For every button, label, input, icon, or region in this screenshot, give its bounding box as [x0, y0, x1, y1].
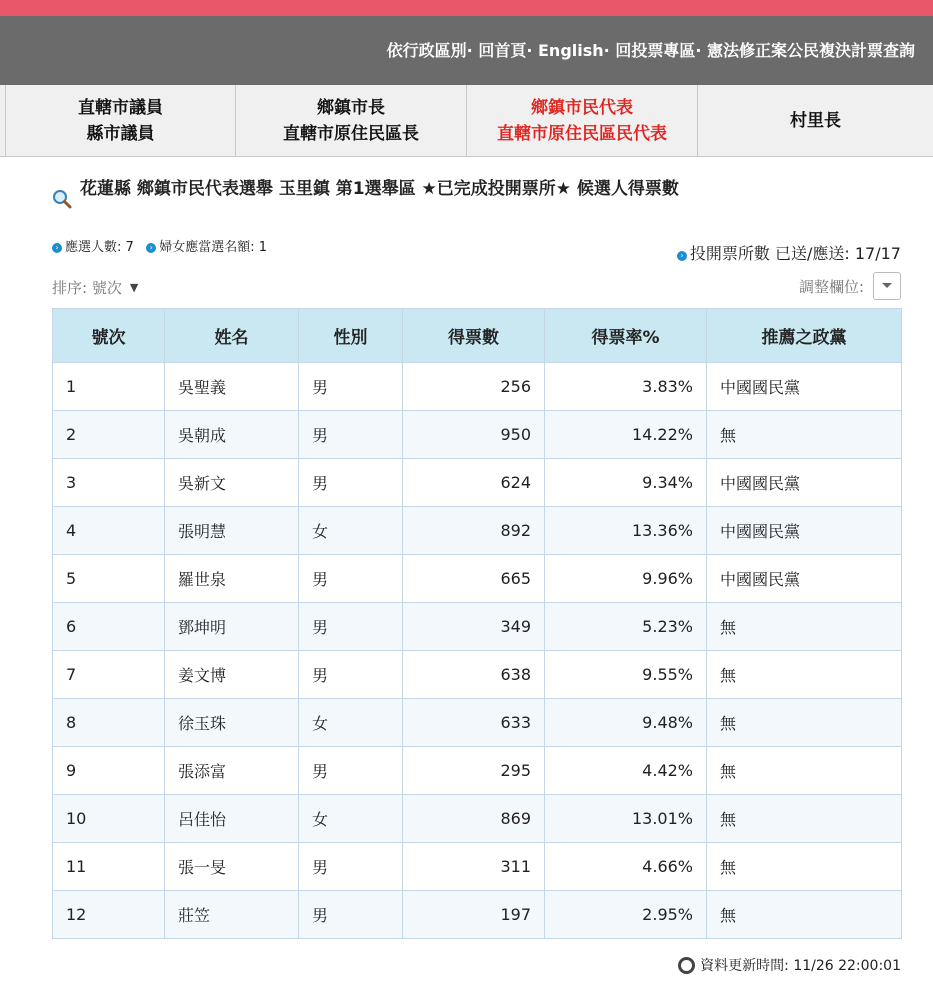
- tab-label-line1: 村里長: [790, 110, 841, 131]
- cell-vote-rate: 3.83%: [545, 363, 707, 411]
- caret-down-icon: ▼: [129, 281, 139, 294]
- station-info: [677, 241, 901, 264]
- col-header-vote-rate[interactable]: 得票率%: [545, 309, 707, 363]
- sort-value: 號次: [91, 279, 122, 297]
- cell-number: 6: [53, 603, 165, 651]
- col-header-votes[interactable]: 得票數: [403, 309, 545, 363]
- cell-number: 7: [53, 651, 165, 699]
- cell-votes: 197: [403, 891, 545, 939]
- election-type-tabs: [0, 85, 933, 157]
- chevron-down-icon: [881, 282, 893, 290]
- cell-gender: 男: [299, 843, 403, 891]
- bullet-arrow-icon: ›: [146, 243, 156, 253]
- bullet-arrow-icon: ›: [52, 243, 62, 253]
- tab-label-line2: 直轄市原住民區長: [283, 123, 419, 144]
- cell-vote-rate: 5.23%: [545, 603, 707, 651]
- cell-votes: 665: [403, 555, 545, 603]
- nav-link-referendum[interactable]: 憲法修正案公民複決計票查詢: [706, 41, 915, 60]
- cell-name: 張添富: [165, 747, 299, 795]
- tab-councilors[interactable]: [5, 85, 236, 156]
- column-adjust-button[interactable]: [873, 272, 901, 300]
- tab-village-chiefs[interactable]: [698, 85, 933, 156]
- table-row: [53, 411, 902, 459]
- table-row: [53, 795, 902, 843]
- tab-label-line2: 直轄市原住民區民代表: [497, 123, 667, 144]
- table-row: [53, 555, 902, 603]
- cell-votes: 892: [403, 507, 545, 555]
- cell-number: 10: [53, 795, 165, 843]
- nav-link-by-district[interactable]: 依行政區別: [386, 41, 467, 60]
- col-header-party[interactable]: 推薦之政黨: [707, 309, 902, 363]
- cell-gender: 男: [299, 555, 403, 603]
- cell-number: 2: [53, 411, 165, 459]
- cell-number: 8: [53, 699, 165, 747]
- cell-name: 姜文博: [165, 651, 299, 699]
- cell-party: 中國國民黨: [707, 363, 902, 411]
- top-nav: 依行政區別· 回首頁· English· 回投票專區· 憲法修正案公民複決計票查詢: [386, 41, 915, 60]
- cell-party: 無: [707, 795, 902, 843]
- table-row: [53, 507, 902, 555]
- cell-name: 呂佳怡: [165, 795, 299, 843]
- nav-link-home[interactable]: 回首頁: [478, 41, 527, 60]
- cell-votes: 311: [403, 843, 545, 891]
- site-header: [0, 16, 933, 85]
- top-accent-bar: [0, 0, 933, 16]
- update-time: 資料更新時間: 11/26 22:00:01: [700, 958, 901, 974]
- tab-township-mayors[interactable]: [236, 85, 467, 156]
- cell-votes: 950: [403, 411, 545, 459]
- cell-party: 無: [707, 411, 902, 459]
- cell-gender: 男: [299, 459, 403, 507]
- table-row: [53, 699, 902, 747]
- cell-party: 中國國民黨: [707, 507, 902, 555]
- cell-vote-rate: 13.36%: [545, 507, 707, 555]
- cell-vote-rate: 4.66%: [545, 843, 707, 891]
- cell-gender: 男: [299, 651, 403, 699]
- cell-gender: 女: [299, 507, 403, 555]
- cell-gender: 男: [299, 363, 403, 411]
- update-info: [678, 955, 901, 975]
- tab-label-line1: 直轄市議員: [78, 97, 163, 118]
- cell-gender: 女: [299, 699, 403, 747]
- table-row: [53, 603, 902, 651]
- cell-name: 羅世泉: [165, 555, 299, 603]
- bullet-arrow-icon: ›: [677, 251, 687, 261]
- results-table: [52, 308, 902, 939]
- table-row: [53, 843, 902, 891]
- cell-votes: 295: [403, 747, 545, 795]
- table-row: [53, 891, 902, 939]
- table-header-row: [53, 309, 902, 363]
- clock-icon: [678, 957, 695, 974]
- cell-name: 徐玉珠: [165, 699, 299, 747]
- cell-party: 中國國民黨: [707, 555, 902, 603]
- cell-party: 無: [707, 651, 902, 699]
- cell-name: 吳朝成: [165, 411, 299, 459]
- cell-votes: 633: [403, 699, 545, 747]
- table-row: [53, 459, 902, 507]
- cell-votes: 349: [403, 603, 545, 651]
- page-title: 花蓮縣 鄉鎮市民代表選舉 玉里鎮 第1選舉區 ★已完成投開票所★ 候選人得票數: [80, 179, 679, 199]
- cell-party: 無: [707, 603, 902, 651]
- cell-party: 中國國民黨: [707, 459, 902, 507]
- cell-gender: 男: [299, 891, 403, 939]
- cell-number: 9: [53, 747, 165, 795]
- cell-number: 5: [53, 555, 165, 603]
- cell-vote-rate: 9.34%: [545, 459, 707, 507]
- cell-gender: 女: [299, 795, 403, 843]
- nav-link-voting-area[interactable]: 回投票專區: [615, 41, 696, 60]
- sort-label: 排序:: [52, 279, 88, 297]
- cell-vote-rate: 2.95%: [545, 891, 707, 939]
- table-row: [53, 747, 902, 795]
- cell-votes: 638: [403, 651, 545, 699]
- adjust-label: 調整欄位:: [798, 277, 864, 296]
- cell-name: 鄧坤明: [165, 603, 299, 651]
- table-row: [53, 651, 902, 699]
- column-adjust: [799, 272, 901, 300]
- cell-name: 吳聖義: [165, 363, 299, 411]
- cell-vote-rate: 9.48%: [545, 699, 707, 747]
- cell-name: 張明慧: [165, 507, 299, 555]
- tab-label-line1: 鄉鎮市長: [317, 97, 385, 118]
- cell-party: 無: [707, 699, 902, 747]
- cell-votes: 256: [403, 363, 545, 411]
- sort-control[interactable]: [52, 277, 138, 298]
- nav-link-english[interactable]: English: [538, 41, 604, 60]
- cell-gender: 男: [299, 411, 403, 459]
- col-header-name[interactable]: 姓名: [165, 309, 299, 363]
- cell-number: 4: [53, 507, 165, 555]
- cell-number: 12: [53, 891, 165, 939]
- magnifier-icon: [52, 189, 72, 209]
- cell-vote-rate: 4.42%: [545, 747, 707, 795]
- col-header-gender[interactable]: 性別: [299, 309, 403, 363]
- cell-name: 張一旻: [165, 843, 299, 891]
- seats-count: 應選人數: 7: [65, 240, 134, 255]
- cell-gender: 男: [299, 747, 403, 795]
- table-row: [53, 363, 902, 411]
- page-title-block: [52, 176, 692, 203]
- col-header-number[interactable]: 號次: [53, 309, 165, 363]
- cell-votes: 869: [403, 795, 545, 843]
- cell-name: 莊笠: [165, 891, 299, 939]
- cell-number: 11: [53, 843, 165, 891]
- tab-township-representatives[interactable]: [467, 85, 698, 156]
- cell-gender: 男: [299, 603, 403, 651]
- cell-party: 無: [707, 843, 902, 891]
- cell-number: 3: [53, 459, 165, 507]
- cell-vote-rate: 9.55%: [545, 651, 707, 699]
- cell-vote-rate: 9.96%: [545, 555, 707, 603]
- tab-label-line2: 縣市議員: [86, 123, 155, 144]
- tab-label-line1: 鄉鎮市民代表: [531, 97, 633, 118]
- cell-party: 無: [707, 747, 902, 795]
- seat-info: [52, 236, 267, 255]
- women-seats-count: 婦女應當選名額: 1: [159, 240, 267, 255]
- cell-number: 1: [53, 363, 165, 411]
- cell-vote-rate: 13.01%: [545, 795, 707, 843]
- cell-vote-rate: 14.22%: [545, 411, 707, 459]
- cell-party: 無: [707, 891, 902, 939]
- stations-reported: 投開票所數 已送/應送: 17/17: [689, 244, 901, 263]
- cell-votes: 624: [403, 459, 545, 507]
- cell-name: 吳新文: [165, 459, 299, 507]
